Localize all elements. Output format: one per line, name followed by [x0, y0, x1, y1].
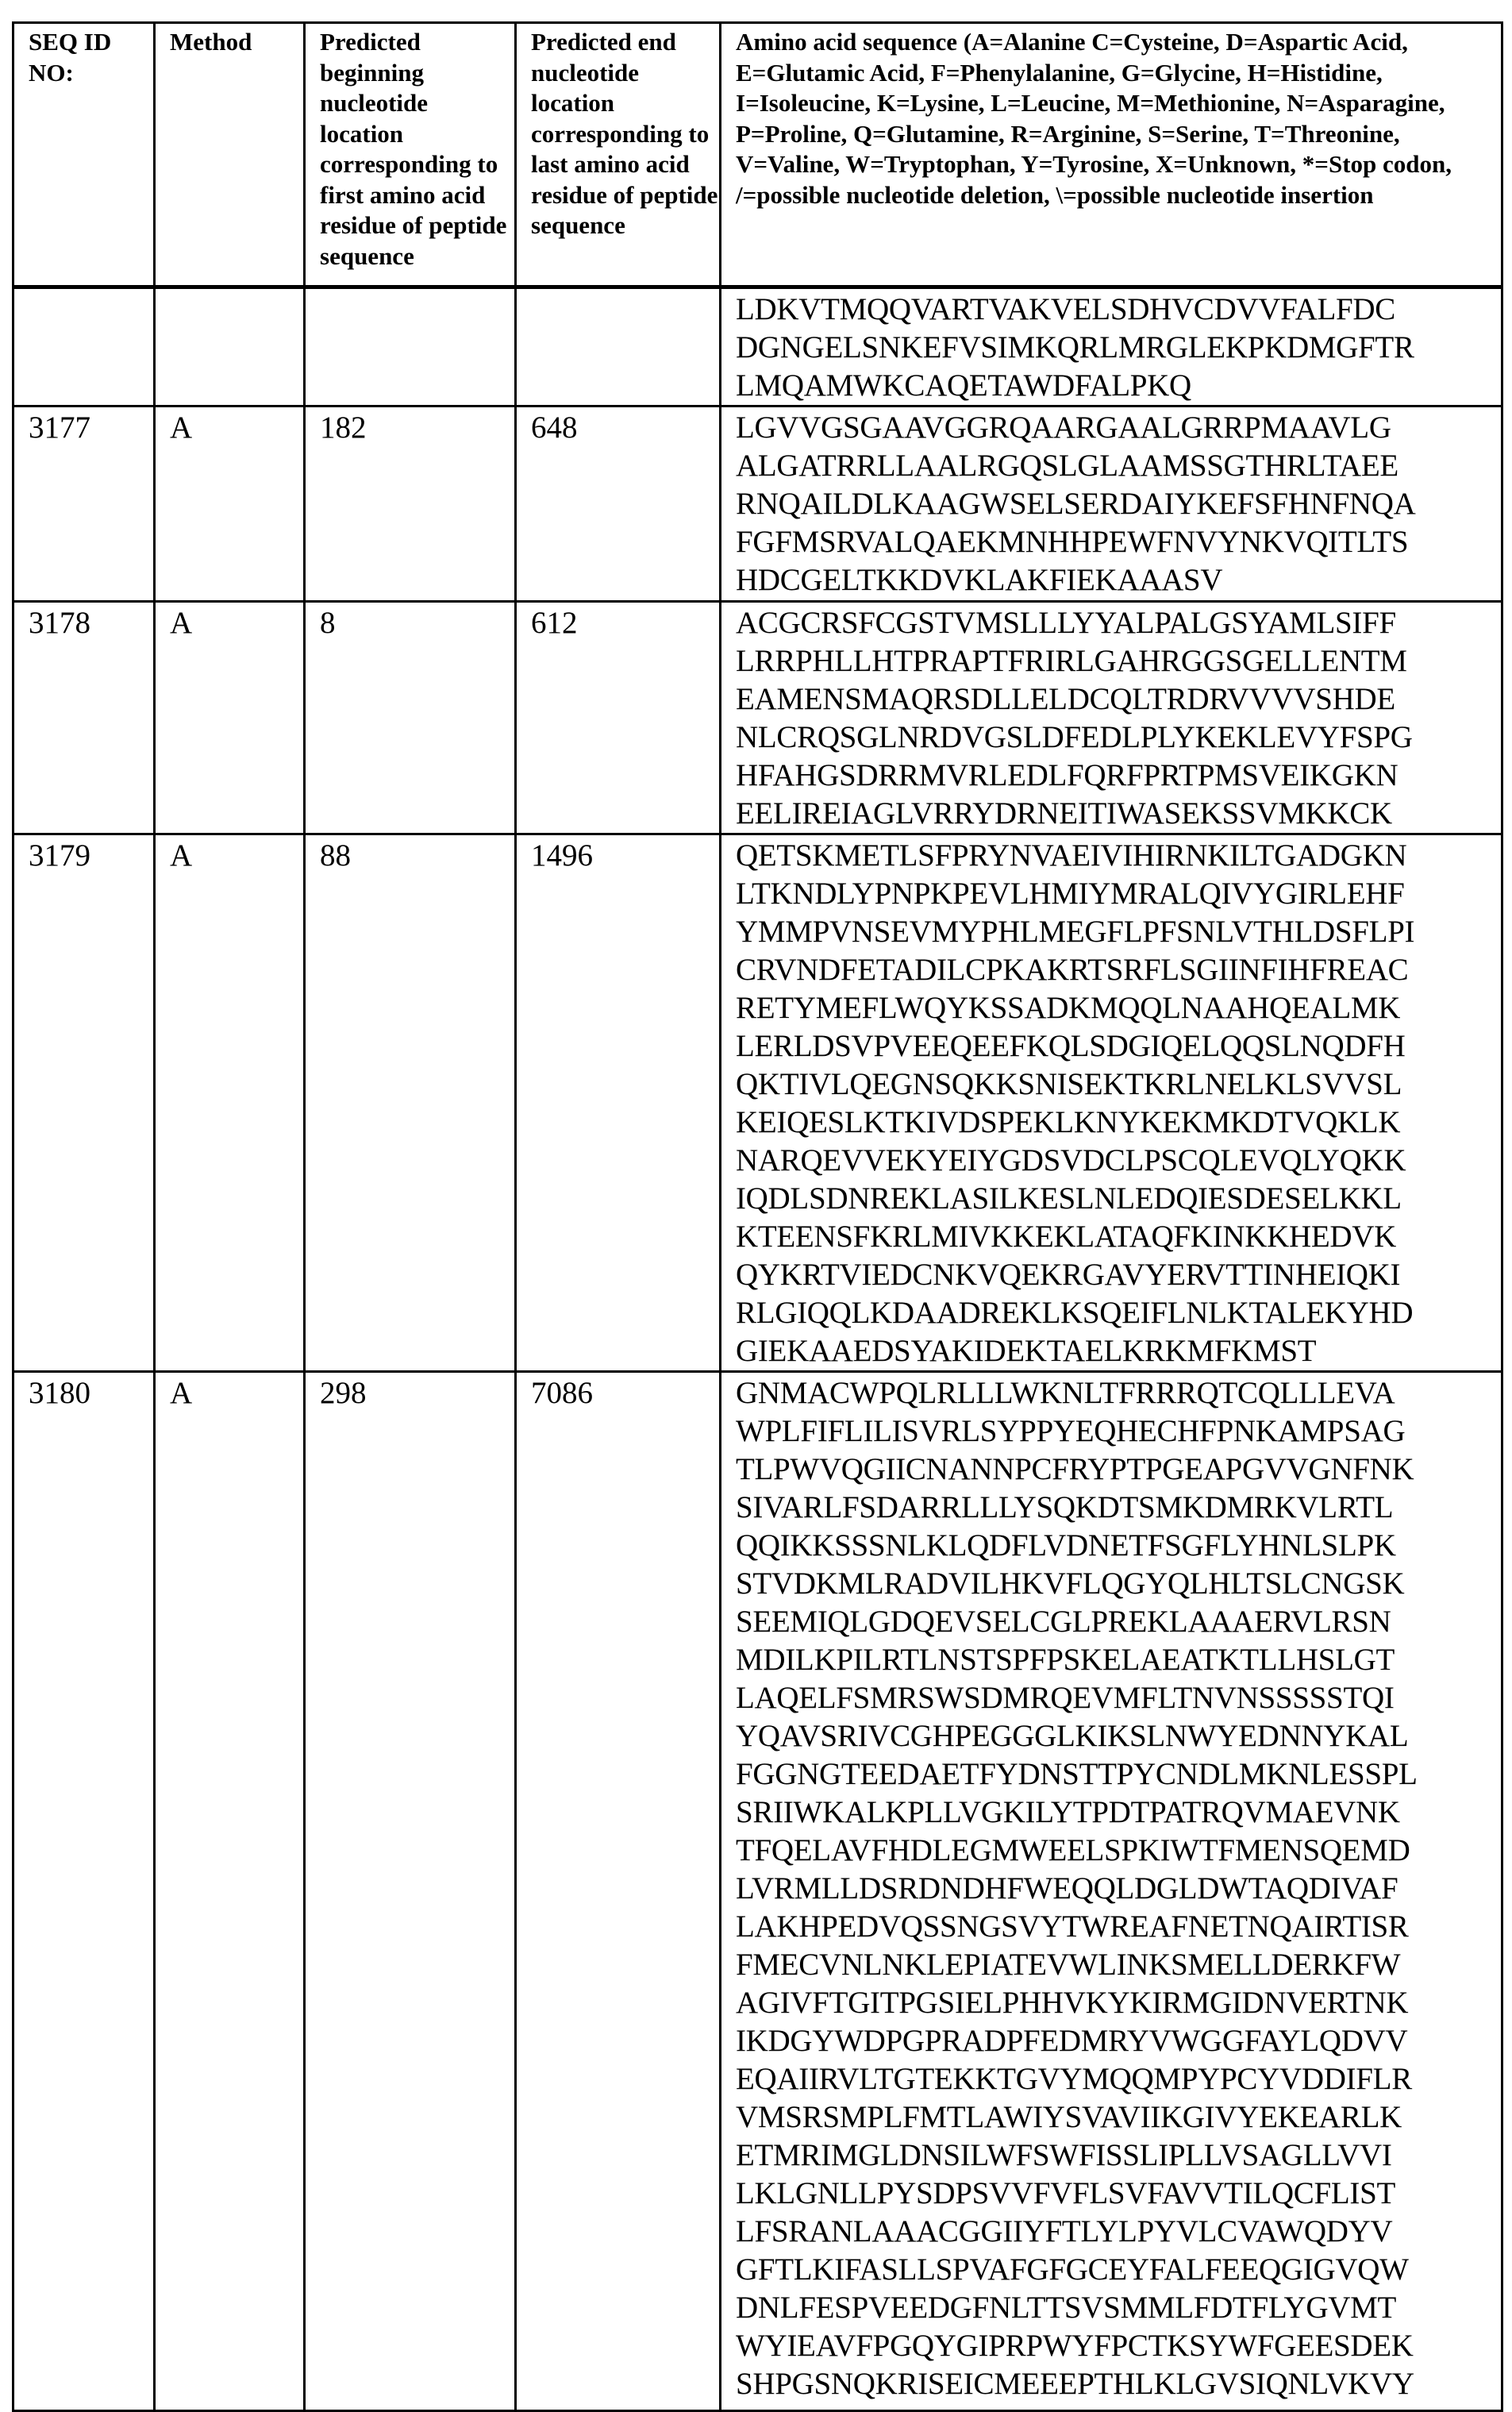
sequence-line: KEIQESLKTKIVDSPEKLKNYKEKMKDTVQKLK — [736, 1104, 1501, 1142]
sequence-line: LKLGNLLPYSDPSVVFVFLSVFAVVTILQCFLIST — [736, 2175, 1501, 2213]
seq-id-cell: 3179 — [13, 834, 155, 1372]
sequence-line: LAKHPEDVQSSNGSVYTWREAFNETNQAIRTISR — [736, 1908, 1501, 1946]
sequence-line: LDKVTMQQVARTVAKVELSDHVCDVVFALFDC — [736, 291, 1501, 329]
sequence-cell — [721, 834, 1502, 1372]
sequence-line: ACGCRSFCGSTVMSLLLYYALPALGSYAMLSIFF — [736, 604, 1501, 642]
header-amino-acid-sequence: Amino acid sequence (A=Alanine C=Cysteine, D=Aspartic Acid, E=Glutamic Acid, F=Phenylalanine, G=Glycine, H=Histidine, I=Isoleucine, K=Lysine, L=Leucine, M=Methionine, N=Asparagine, P=Proline, Q=Glutamine, R=Arginine, S=Serine, T=Threonine, V=Valine, W=Tryptophan, Y=Tyrosine, X=Unknown, *=Stop codon, /=possible nucleotide deletion, \=possible nucleotide insertion — [721, 23, 1502, 287]
sequence-line: SIVARLFSDARRLLLYSQKDTSMKDMRKVLRTL — [736, 1489, 1501, 1527]
table-body — [13, 287, 1502, 2411]
sequence-line: EQAIIRVLTGTEKKTGVYMQQMPYPCYVDDIFLR — [736, 2060, 1501, 2098]
sequence-line: YMMPVNSEVMYPHLMEGFLPFSNLVTHLDSFLPI — [736, 913, 1501, 951]
sequence-line: SHPGSNQKRISEICMEEEPTHLKLGVSIQNLVKVY — [736, 2365, 1501, 2403]
sequence-line: IKDGYWDPGPRADPFEDMRYVWGGFAYLQDVV — [736, 2022, 1501, 2060]
sequence-line: TFQELAVFHDLEGMWEELSPKIWTFMENSQEMD — [736, 1832, 1501, 1870]
seq-id-cell: 3180 — [13, 1372, 155, 2411]
end-location-cell: 648 — [516, 406, 721, 602]
sequence-line: LMQAMWKCAQETAWDFALPKQ — [736, 367, 1501, 405]
end-location-cell — [516, 287, 721, 406]
method-cell — [155, 287, 305, 406]
sequence-line: IQDLSDNREKLASILKESLNLEDQIESDESELKKL — [736, 1180, 1501, 1218]
table-row — [13, 834, 1502, 1372]
table-row — [13, 406, 1502, 602]
sequence-line: FGFMSRVALQAEKMNHHPEWFNVYNKVQITLTS — [736, 523, 1501, 561]
sequence-line: AGIVFTGITPGSIELPHHVKYKIRMGIDNVERTNK — [736, 1984, 1501, 2022]
seq-id-cell: 3177 — [13, 406, 155, 602]
sequence-line: QKTIVLQEGNSQKKSNISEKTKRLNELKLSVVSL — [736, 1065, 1501, 1104]
header-method: Method — [155, 23, 305, 287]
header-end-location: Predicted end nucleotide location corresponding to last amino acid residue of peptide sequence — [516, 23, 721, 287]
sequence-cell — [721, 1372, 1502, 2411]
sequence-line: LRRPHLLHTPRAPTFRIRLGAHRGGSGELLENTM — [736, 642, 1501, 680]
sequence-line: WYIEAVFPGQYGIPRPWYFPCTKSYWFGEESDEK — [736, 2327, 1501, 2365]
sequence-line: ALGATRRLLAALRGQSLGLAAMSSGTHRLTAEE — [736, 447, 1501, 485]
method-cell: A — [155, 406, 305, 602]
sequence-line: GFTLKIFASLLSPVAFGFGCEYFALFEEQGIGVQW — [736, 2251, 1501, 2289]
sequence-line: YQAVSRIVCGHPEGGGLKIKSLNWYEDNNYKAL — [736, 1717, 1501, 1755]
sequence-line: LERLDSVPVEEQEEFKQLSDGIQELQQSLNQDFH — [736, 1027, 1501, 1065]
sequence-line: LAQELFSMRSWSDMRQEVMFLTNVNSSSSSTQI — [736, 1679, 1501, 1717]
sequence-line: NARQEVVEKYEIYGDSVDCLPSCQLEVQLYQKK — [736, 1142, 1501, 1180]
sequence-line: RLGIQQLKDAADREKLKSQEIFLNLKTALEKYHD — [736, 1294, 1501, 1332]
sequence-line: QYKRTVIEDCNKVQEKRGAVYERVTTINHEIQKI — [736, 1256, 1501, 1294]
sequence-line: EELIREIAGLVRRYDRNEITIWASEKSSVMKKCK — [736, 795, 1501, 833]
end-location-cell: 612 — [516, 602, 721, 834]
table-row — [13, 1372, 1502, 2411]
sequence-line: LGVVGSGAAVGGRQAARGAALGRRPMAAVLG — [736, 409, 1501, 447]
seq-id-cell — [13, 287, 155, 406]
table-row — [13, 287, 1502, 406]
table-row — [13, 602, 1502, 834]
header-begin-location: Predicted beginning nucleotide location corresponding to first amino acid residue of peptide sequence — [305, 23, 516, 287]
sequence-line: FMECVNLNKLEPIATEVWLINKSMELLDERKFW — [736, 1946, 1501, 1984]
sequence-cell — [721, 287, 1502, 406]
sequence-line: RETYMEFLWQYKSSADKMQQLNAAHQEALMK — [736, 989, 1501, 1027]
sequence-line: QETSKMETLSFPRYNVAEIVIHIRNKILTGADGKN — [736, 837, 1501, 875]
method-cell: A — [155, 1372, 305, 2411]
header-seq-id: SEQ ID NO: — [13, 23, 155, 287]
seq-id-cell: 3178 — [13, 602, 155, 834]
begin-location-cell — [305, 287, 516, 406]
begin-location-cell: 298 — [305, 1372, 516, 2411]
sequence-line: TLPWVQGIICNANNPCFRYPTPGEAPGVVGNFNK — [736, 1451, 1501, 1489]
sequence-line: HFAHGSDRRMVRLEDLFQRFPRTPMSVEIKGKN — [736, 757, 1501, 795]
sequence-line: LTKNDLYPNPKPEVLHMIYMRALQIVYGIRLEHF — [736, 875, 1501, 913]
sequence-line: LFSRANLAAACGGIIYFTLYLPYVLCVAWQDYV — [736, 2213, 1501, 2251]
sequence-cell — [721, 406, 1502, 602]
sequence-line: KTEENSFKRLMIVKKEKLATAQFKINKKHEDVK — [736, 1218, 1501, 1256]
sequence-line: CRVNDFETADILCPKAKRTSRFLSGIINFIHFREAC — [736, 951, 1501, 989]
sequence-line: SEEMIQLGDQEVSELCGLPREKLAAAERVLRSN — [736, 1603, 1501, 1641]
begin-location-cell: 8 — [305, 602, 516, 834]
end-location-cell: 1496 — [516, 834, 721, 1372]
sequence-line: HDCGELTKKDVKLAKFIEKAAASV — [736, 561, 1501, 599]
sequence-line: DNLFESPVEEDGFNLTTSVSMMLFDTFLYGVMT — [736, 2289, 1501, 2327]
sequence-line: WPLFIFLILISVRLSYPPYEQHECHFPNKAMPSAG — [736, 1412, 1501, 1451]
sequence-line: GNMACWPQLRLLLWKNLTFRRRQTCQLLLEVA — [736, 1374, 1501, 1412]
sequence-line: ETMRIMGLDNSILWFSWFISSLIPLLVSAGLLVVI — [736, 2137, 1501, 2175]
header-row — [13, 23, 1502, 287]
sequence-line: FGGNGTEEDAETFYDNSTTPYCNDLMKNLESSPL — [736, 1755, 1501, 1794]
sequence-line: STVDKMLRADVILHKVFLQGYQLHLTSLCNGSK — [736, 1565, 1501, 1603]
end-location-cell: 7086 — [516, 1372, 721, 2411]
sequence-table — [12, 21, 1503, 2412]
sequence-line: VMSRSMPLFMTLAWIYSVAVIIKGIVYEKEARLK — [736, 2098, 1501, 2137]
sequence-line: QQIKKSSSNLKLQDFLVDNETFSGFLYHNLSLPK — [736, 1527, 1501, 1565]
sequence-line: EAMENSMAQRSDLLELDCQLTRDRVVVVSHDE — [736, 680, 1501, 719]
begin-location-cell: 88 — [305, 834, 516, 1372]
sequence-line: DGNGELSNKEFVSIMKQRLMRGLEKPKDMGFTR — [736, 329, 1501, 367]
method-cell: A — [155, 834, 305, 1372]
sequence-line: LVRMLLDSRDNDHFWEQQLDGLDWTAQDIVAF — [736, 1870, 1501, 1908]
sequence-line: SRIIWKALKPLLVGKILYTPDTPATRQVMAEVNK — [736, 1794, 1501, 1832]
sequence-cell — [721, 602, 1502, 834]
sequence-line: MDILKPILRTLNSTSPFPSKELAEATKTLLHSLGT — [736, 1641, 1501, 1679]
sequence-line: NLCRQSGLNRDVGSLDFEDLPLYKEKLEVYFSPG — [736, 719, 1501, 757]
begin-location-cell: 182 — [305, 406, 516, 602]
sequence-line: GIEKAAEDSYAKIDEKTAELKRKMFKMST — [736, 1332, 1501, 1370]
sequence-line: RNQAILDLKAAGWSELSERDAIYKEFSFHNFNQA — [736, 485, 1501, 523]
method-cell: A — [155, 602, 305, 834]
